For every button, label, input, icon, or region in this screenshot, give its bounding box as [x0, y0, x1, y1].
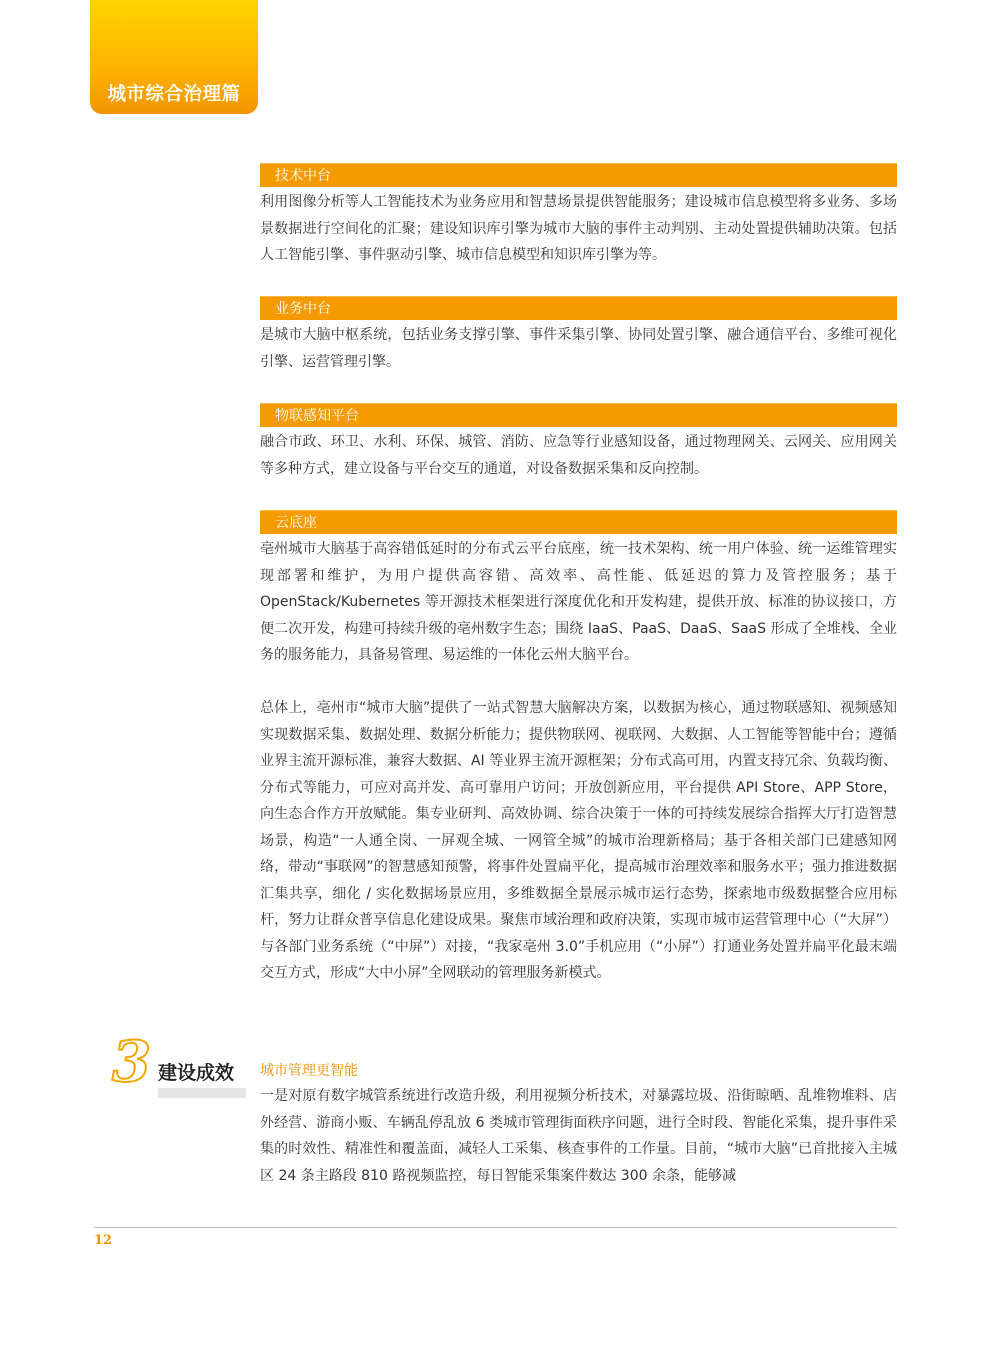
section-heading-label: 云底座: [275, 515, 317, 531]
footer-divider: [94, 1227, 897, 1228]
section-heading-label: 物联感知平台: [275, 408, 359, 424]
section-text-tech-platform: 利用图像分析等人工智能技术为业务应用和智慧场景提供智能服务；建设城市信息模型将多业务、多场景数据进行空间化的汇聚；建设知识库引擎为城市大脑的事件主动判别、主动处置提供辅助决策。包括人工智能引擎、事件驱动引擎、城市信息模型和知识库引擎为等。: [260, 194, 897, 263]
chapter-tab: [90, 0, 258, 114]
section-heading-business-platform: [260, 296, 897, 320]
chapter-section-title: 建设成效: [158, 1062, 235, 1084]
page-number: 12: [94, 1233, 113, 1248]
section-heading-label: 业务中台: [275, 301, 331, 317]
section-heading-tech-platform: [260, 163, 897, 187]
section-heading-label: 技术中台: [275, 168, 331, 184]
chapter-section-badge: [110, 1029, 252, 1100]
section-heading-iot-platform: [260, 403, 897, 427]
chapter-title-underline: [158, 1088, 246, 1098]
summary-paragraph: 总体上，亳州市“城市大脑”提供了一站式智慧大脑解决方案，以数据为核心，通过物联感知、视频感知实现数据采集、数据处理、数据分析能力；提供物联网、视联网、大数据、人工智能等智能中台；遵循业界主流开源标准，兼容大数据、AI 等业界主流开源框架；分布式高可用，内置支持冗余、负载均衡、分布式等能力，可应对高并发、高可靠用户访问；开放创新应用，平台提供 API Store、APP Store，向生态合作方开放赋能。集专业研判、高效协调、综合决策于一体的可持续发展综合指挥大厅打造智慧场景，构造“一人通全岗、一屏观全城、一网管全城”的城市治理新格局；基于各相关部门已建感知网络，带动“事联网”的智慧感知预警，将事件处置扁平化，提高城市治理效率和服务水平；强力推进数据汇集共享，细化 / 实化数据场景应用，多维数据全景展示城市运行态势，探索地市级数据整合应用标杆，努力让群众普享信息化建设成果。聚焦市域治理和政府决策，实现市城市运营管理中心（“大屏”）与各部门业务系统（“中屏”）对接，“我家亳州 3.0”手机应用（“小屏”）打通业务处置并扁平化最末端交互方式，形成“大中小屏”全网联动的管理服务新模式。: [260, 700, 897, 981]
section-text-cloud-base: 亳州城市大脑基于高容错低延时的分布式云平台底座，统一技术架构、统一用户体验、统一运维管理实现部署和维护，为用户提供高容错、高效率、高性能、低延迟的算力及管控服务；基于OpenStack/Kubernetes 等开源技术框架进行深度优化和开发构建，提供开放、标准的协议接口，方便二次开发，构建可持续升级的亳州数字生态；围绕 IaaS、PaaS、DaaS、SaaS 形成了全堆栈、全业务的服务能力，具备易管理、易运维的一体化云州大脑平台。: [260, 541, 897, 663]
subheading-city-management: 城市管理更智能: [260, 1063, 358, 1079]
section-text-business-platform: 是城市大脑中枢系统，包括业务支撑引擎、事件采集引擎、协同处置引擎、融合通信平台、多维可视化引擎、运营管理引擎。: [260, 327, 897, 370]
section-text-iot-platform: 融合市政、环卫、水利、环保、城管、消防、应急等行业感知设备，通过物理网关、云网关、应用网关等多种方式，建立设备与平台交互的通道，对设备数据采集和反向控制。: [260, 434, 897, 477]
chapter-title: 城市综合治理篇: [107, 84, 241, 105]
chapter-number: 3: [112, 1029, 151, 1095]
city-management-paragraph: 一是对原有数字城管系统进行改造升级，利用视频分析技术，对暴露垃圾、沿街晾晒、乱堆物堆料、店外经营、游商小贩、车辆乱停乱放 6 类城市管理街面秩序问题，进行全时段、智能化采集，提升事件采集的时效性、精准性和覆盖面，减轻人工采集、核查事件的工作量。目前，“城市大脑”已首批接入主城区 24 条主路段 810 路视频监控，每日智能采集案件数达 300 余条，能够减: [260, 1088, 897, 1184]
section-heading-cloud-base: [260, 510, 897, 534]
